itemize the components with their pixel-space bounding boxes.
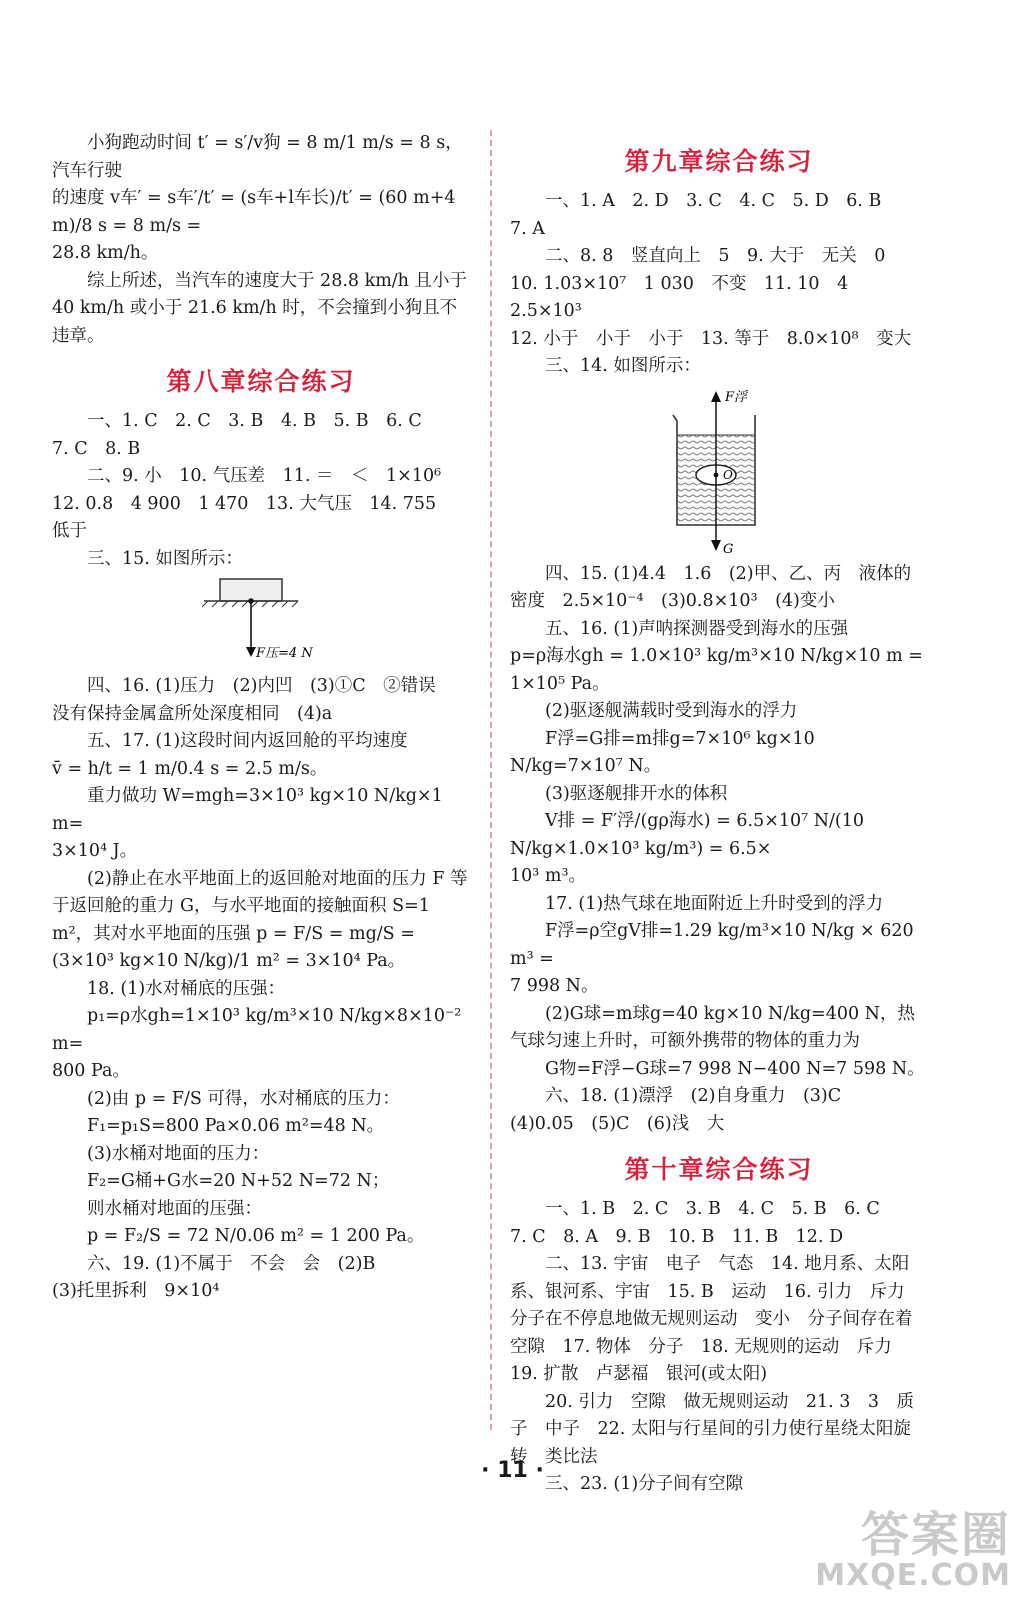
text-line: 综上所述，当汽车的速度大于 28.8 km/h 且小于 40 km/h 或小于 21.6 km/h 时，不会撞到小狗且不违章。 [52,270,468,346]
text-line: 800 Pa。 [52,1061,130,1081]
text-line: 7. A [510,218,545,239]
text-line: 10³ m³。 [510,866,586,886]
text-line: 四、16. (1)压力 (2)内凹 (3)①C ②错误 没有保持金属盒所处深度相同 (4)a [52,676,454,724]
text-line: 17. (1)热气球在地面附近上升时受到的浮力 [545,893,884,914]
text-line: 3×10⁴ J。 [52,841,138,861]
text-line: 三、15. 如图所示： [87,548,243,569]
text-line: (3)水桶对地面的压力： [87,1143,270,1164]
center-label: O [723,467,733,482]
text-line: F浮=G排=m排g=7×10⁶ kg×10 N/kg=7×10⁷ N。 [510,728,815,776]
text-line: 10. 1.03×10⁷ 1 030 不变 11. 10 4 2.5×10³ [510,273,866,321]
text-line: (3×10³ kg×10 N/kg)/1 m² = 3×10⁴ Pa。 [52,951,406,971]
text-line: 六、18. (1)漂浮 (2)自身重力 (3)C [545,1086,842,1106]
text-line: F₂=G桶+G水=20 N+52 N=72 N； [87,1171,390,1191]
text-line: 重力做功 W=mgh=3×10³ kg×10 N/kg×1 m= [52,786,443,834]
text-line: F浮=ρ空gV排=1.29 kg/m³×10 N/kg × 620 m³ = [510,921,914,969]
chapter-9-title: 第九章综合练习 [624,147,814,176]
text-line: (3)驱逐舰排开水的体积 [545,783,728,804]
text-line: 则水桶对地面的压强： [87,1198,262,1219]
text-line: 20. 引力 空隙 做无规则运动 21. 3 3 质子 中子 22. 太阳与行星间的引力使行星绕太阳旋转 类比法 [510,1391,915,1467]
figure-pressure-block [52,577,470,667]
text-line: p₁=ρ水gh=1×10³ kg/m³×10 N/kg×8×10⁻² m= [52,1006,462,1054]
gravity-label: G [723,541,734,555]
column-divider [490,130,492,1430]
left-column [52,130,470,1306]
text-line: 7 998 N。 [510,976,599,996]
text-line: 的速度 v车′ = s车′/t′ = (s车+l车长)/t′ = (60 m+4 m)/8 s = 8 m/s = [52,188,456,236]
text-line: 二、8. 8 竖直向上 5 9. 大于 无关 0 [545,246,886,266]
text-line: 一、1. B 2. C 3. B 4. C 5. B 6. C [545,1199,880,1219]
text-line: p=ρ海水gh = 1.0×10³ kg/m³×10 N/kg×10 m = 1×10⁵ Pa。 [510,646,923,694]
watermark-logo [815,1507,1011,1593]
text-line: 四、15. (1)4.4 1.6 (2)甲、乙、丙 液体的密度 2.5×10⁻⁴ (3)0.8×10³ (4)变小 [510,563,912,611]
text-line: 小狗跑动时间 t′ = s′/v狗 = 8 m/1 m/s = 8 s，汽车行驶 [52,133,463,181]
right-column [510,130,928,1499]
text-line: (2)静止在水平地面上的返回舱对地面的压力 F 等于返回舱的重力 G，与水平地面的接触面积 S=1 m²，其对水平地面的压强 p = F/S = mg/S = [52,868,468,944]
text-line: 三、14. 如图所示： [545,356,701,376]
watermark-line1: 答案圈 [860,1507,1011,1563]
text-line: 7. C 8. A 9. B 10. B 11. B 12. D [510,1226,844,1247]
text-line: 12. 小于 小于 小于 13. 等于 8.0×10⁸ 变大 [510,328,912,349]
page-number: · 11 · [481,1458,544,1483]
pressure-diagram [196,577,326,667]
chapter-10-title: 第十章综合练习 [624,1155,814,1184]
text-line: 7. C 8. B [52,438,141,459]
text-line: v̄ = h/t = 1 m/0.4 s = 2.5 m/s。 [52,758,328,779]
text-line: 五、16. (1)声呐探测器受到海水的压强 [545,618,849,639]
text-line: 28.8 km/h。 [52,243,159,263]
text-line: (2)G球=m球g=40 kg×10 N/kg=400 N，热气球匀速上升时，可额外携带的物体的重力为 [510,1003,915,1051]
text-line: 六、19. (1)不属于 不会 会 (2)B [87,1253,376,1274]
text-line: 二、9. 小 10. 气压差 11. ＝ ＜ 1×10⁶ [87,466,442,486]
text-line: 三、23. (1)分子间有空隙 [545,1474,744,1494]
text-line: 12. 0.8 4 900 1 470 13. 大气压 14. 755 [52,493,437,514]
text-line: (2)驱逐舰满载时受到海水的浮力 [545,701,798,721]
text-line: G物=F浮−G球=7 998 N−400 N=7 598 N。 [545,1058,925,1079]
text-line: 18. (1)水对桶底的压强： [87,978,286,999]
text-line: p = F₂/S = 72 N/0.06 m² = 1 200 Pa。 [87,1226,425,1246]
text-line: 一、1. A 2. D 3. C 4. C 5. D 6. B [545,191,882,211]
buoyancy-diagram [659,385,779,555]
text-line: F₁=p₁S=800 Pa×0.06 m²=48 N。 [87,1116,385,1136]
text-line: 五、17. (1)这段时间内返回舱的平均速度 [87,731,408,751]
text-line: 低于 [52,521,87,541]
text-line: V排 = F′浮/(gρ海水) = 6.5×10⁷ N/(10 N/kg×1.0×10³ kg/m³) = 6.5× [510,811,865,859]
text-line: (2)由 p = F/S 可得，水对桶底的压力： [87,1088,400,1109]
buoyancy-label: F浮 [725,389,748,405]
text-line: 二、13. 宇宙 电子 气态 14. 地月系、太阳系、银河系、宇宙 15. B 运动 16. 引力 斥力 分子在不停息地做无规则运动 变小 分子间存在着空隙 17. 物体 分子 18. 无规则的运动 斥力 19. 扩散 卢瑟福 银河(或太阳) [510,1254,923,1384]
text-line: 一、1. C 2. C 3. B 4. B 5. B 6. C [87,411,422,431]
figure-beaker [510,385,928,555]
chapter-8-title: 第八章综合练习 [166,367,356,396]
watermark-line2: MXQE.COM [815,1558,1011,1593]
force-label: F压=4 N [256,646,313,661]
text-line: (4)0.05 (5)C (6)浅 大 [510,1113,725,1134]
text-line: (3)托里拆利 9×10⁴ [52,1281,220,1301]
